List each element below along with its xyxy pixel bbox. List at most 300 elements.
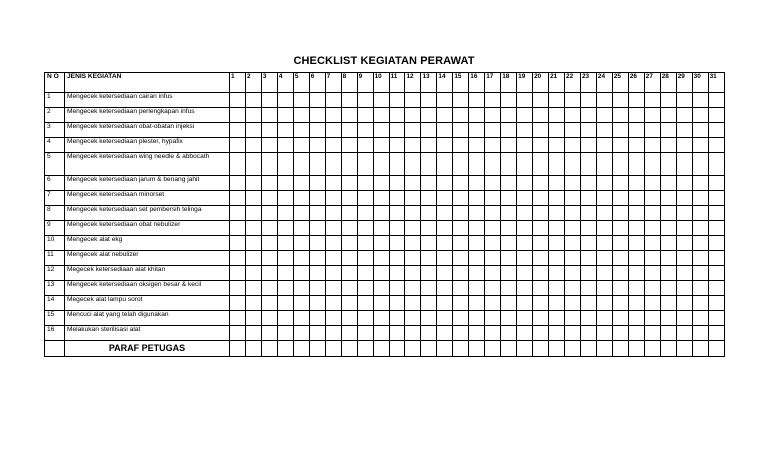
- check-cell: [517, 153, 533, 176]
- check-cell: [692, 296, 708, 311]
- check-cell: [580, 236, 596, 251]
- check-cell: [453, 206, 469, 221]
- check-cell: [373, 296, 389, 311]
- check-cell: [357, 191, 373, 206]
- check-cell: [421, 281, 437, 296]
- check-cell: [453, 251, 469, 266]
- check-cell: [660, 251, 676, 266]
- check-cell: [628, 221, 644, 236]
- check-cell: [309, 251, 325, 266]
- check-cell: [549, 206, 565, 221]
- check-cell: [293, 281, 309, 296]
- row-number: 7: [45, 191, 65, 206]
- check-cell: [325, 138, 341, 153]
- check-cell: [453, 123, 469, 138]
- table-row: [45, 191, 725, 206]
- check-cell: [644, 138, 660, 153]
- check-cell: [325, 251, 341, 266]
- check-cell: [453, 326, 469, 341]
- signature-cell: [517, 341, 533, 357]
- row-number: 8: [45, 206, 65, 221]
- check-cell: [309, 191, 325, 206]
- check-cell: [405, 281, 421, 296]
- check-cell: [261, 176, 277, 191]
- check-cell: [469, 266, 485, 281]
- header-day: 27: [644, 73, 660, 93]
- check-cell: [660, 206, 676, 221]
- table-row: [45, 123, 725, 138]
- check-cell: [628, 191, 644, 206]
- check-cell: [309, 236, 325, 251]
- check-cell: [373, 108, 389, 123]
- check-cell: [341, 281, 357, 296]
- check-cell: [676, 123, 692, 138]
- check-cell: [549, 326, 565, 341]
- header-day: 7: [325, 73, 341, 93]
- check-cell: [453, 191, 469, 206]
- check-cell: [501, 176, 517, 191]
- row-number: 6: [45, 176, 65, 191]
- check-cell: [612, 206, 628, 221]
- header-day: 15: [453, 73, 469, 93]
- header-day: 13: [421, 73, 437, 93]
- check-cell: [580, 221, 596, 236]
- check-cell: [373, 138, 389, 153]
- check-cell: [596, 138, 612, 153]
- check-cell: [580, 266, 596, 281]
- check-cell: [660, 266, 676, 281]
- check-cell: [389, 296, 405, 311]
- check-cell: [309, 281, 325, 296]
- check-cell: [549, 311, 565, 326]
- check-cell: [565, 153, 581, 176]
- check-cell: [437, 176, 453, 191]
- check-cell: [708, 236, 724, 251]
- check-cell: [245, 221, 261, 236]
- check-cell: [293, 236, 309, 251]
- check-cell: [628, 108, 644, 123]
- check-cell: [341, 266, 357, 281]
- row-number: 15: [45, 311, 65, 326]
- check-cell: [325, 266, 341, 281]
- check-cell: [469, 296, 485, 311]
- check-cell: [437, 123, 453, 138]
- check-cell: [708, 93, 724, 108]
- check-cell: [405, 326, 421, 341]
- check-cell: [373, 251, 389, 266]
- check-cell: [469, 326, 485, 341]
- check-cell: [692, 266, 708, 281]
- check-cell: [628, 93, 644, 108]
- check-cell: [453, 138, 469, 153]
- table-row: [45, 236, 725, 251]
- check-cell: [261, 251, 277, 266]
- check-cell: [596, 266, 612, 281]
- check-cell: [628, 176, 644, 191]
- header-day: 28: [660, 73, 676, 93]
- check-cell: [293, 266, 309, 281]
- check-cell: [405, 191, 421, 206]
- check-cell: [373, 281, 389, 296]
- check-cell: [501, 191, 517, 206]
- check-cell: [596, 153, 612, 176]
- signature-label: PARAF PETUGAS: [65, 341, 230, 357]
- check-cell: [373, 266, 389, 281]
- check-cell: [230, 236, 246, 251]
- check-cell: [293, 176, 309, 191]
- check-cell: [660, 176, 676, 191]
- check-cell: [596, 311, 612, 326]
- check-cell: [245, 206, 261, 221]
- check-cell: [421, 93, 437, 108]
- check-cell: [325, 236, 341, 251]
- table-header-row: [45, 73, 725, 93]
- header-day: 2: [245, 73, 261, 93]
- check-cell: [325, 206, 341, 221]
- check-cell: [421, 176, 437, 191]
- check-cell: [565, 108, 581, 123]
- check-cell: [676, 221, 692, 236]
- check-cell: [580, 326, 596, 341]
- check-cell: [357, 266, 373, 281]
- row-activity: Mengecek alat nebulizer: [65, 251, 230, 266]
- signature-cell: [357, 341, 373, 357]
- row-number: 11: [45, 251, 65, 266]
- check-cell: [485, 108, 501, 123]
- check-cell: [373, 326, 389, 341]
- check-cell: [389, 236, 405, 251]
- check-cell: [660, 236, 676, 251]
- check-cell: [676, 93, 692, 108]
- row-number: 9: [45, 221, 65, 236]
- check-cell: [580, 176, 596, 191]
- check-cell: [357, 123, 373, 138]
- signature-cell: [469, 341, 485, 357]
- check-cell: [293, 93, 309, 108]
- check-cell: [293, 153, 309, 176]
- header-day: 22: [565, 73, 581, 93]
- check-cell: [437, 296, 453, 311]
- table-row: [45, 266, 725, 281]
- check-cell: [692, 191, 708, 206]
- check-cell: [405, 93, 421, 108]
- check-cell: [421, 191, 437, 206]
- check-cell: [501, 93, 517, 108]
- check-cell: [373, 221, 389, 236]
- check-cell: [325, 108, 341, 123]
- check-cell: [373, 93, 389, 108]
- check-cell: [549, 123, 565, 138]
- check-cell: [421, 221, 437, 236]
- check-cell: [341, 251, 357, 266]
- check-cell: [549, 251, 565, 266]
- check-cell: [565, 311, 581, 326]
- check-cell: [277, 176, 293, 191]
- check-cell: [644, 221, 660, 236]
- check-cell: [261, 326, 277, 341]
- check-cell: [293, 326, 309, 341]
- signature-cell: [501, 341, 517, 357]
- check-cell: [421, 236, 437, 251]
- check-cell: [692, 221, 708, 236]
- table-row: [45, 93, 725, 108]
- check-cell: [230, 191, 246, 206]
- check-cell: [261, 296, 277, 311]
- check-cell: [628, 138, 644, 153]
- check-cell: [708, 153, 724, 176]
- check-cell: [533, 296, 549, 311]
- check-cell: [341, 93, 357, 108]
- check-cell: [485, 266, 501, 281]
- check-cell: [341, 176, 357, 191]
- check-cell: [437, 138, 453, 153]
- row-activity: Mengecek ketersediaan perlengkapan infus: [65, 108, 230, 123]
- check-cell: [708, 311, 724, 326]
- signature-cell: [580, 341, 596, 357]
- row-activity: Mengecek ketersediaan obat-obatan injeksi: [65, 123, 230, 138]
- check-cell: [660, 311, 676, 326]
- check-cell: [644, 206, 660, 221]
- signature-cell: [437, 341, 453, 357]
- check-cell: [644, 123, 660, 138]
- check-cell: [676, 138, 692, 153]
- check-cell: [676, 251, 692, 266]
- row-activity: Melakukan sterilisasi alat: [65, 326, 230, 341]
- check-cell: [357, 221, 373, 236]
- check-cell: [469, 191, 485, 206]
- check-cell: [277, 266, 293, 281]
- check-cell: [708, 191, 724, 206]
- table-row: [45, 296, 725, 311]
- check-cell: [596, 251, 612, 266]
- check-cell: [405, 123, 421, 138]
- check-cell: [261, 191, 277, 206]
- check-cell: [469, 281, 485, 296]
- check-cell: [628, 123, 644, 138]
- header-day: 14: [437, 73, 453, 93]
- check-cell: [261, 206, 277, 221]
- header-day: 23: [580, 73, 596, 93]
- check-cell: [309, 206, 325, 221]
- check-cell: [612, 266, 628, 281]
- check-cell: [437, 236, 453, 251]
- check-cell: [373, 206, 389, 221]
- check-cell: [325, 326, 341, 341]
- row-number: 10: [45, 236, 65, 251]
- check-cell: [389, 93, 405, 108]
- check-cell: [341, 206, 357, 221]
- row-activity: Mengecek ketersediaan plester, hypafix: [65, 138, 230, 153]
- signature-cell: [373, 341, 389, 357]
- signature-cell: [293, 341, 309, 357]
- check-cell: [245, 281, 261, 296]
- check-cell: [357, 251, 373, 266]
- header-day: 18: [501, 73, 517, 93]
- check-cell: [628, 296, 644, 311]
- table-row: [45, 281, 725, 296]
- check-cell: [517, 93, 533, 108]
- check-cell: [437, 191, 453, 206]
- check-cell: [517, 266, 533, 281]
- check-cell: [437, 221, 453, 236]
- signature-cell: [533, 341, 549, 357]
- check-cell: [549, 191, 565, 206]
- signature-number-cell: [45, 341, 65, 357]
- check-cell: [469, 176, 485, 191]
- check-cell: [245, 266, 261, 281]
- check-cell: [628, 153, 644, 176]
- check-cell: [549, 296, 565, 311]
- check-cell: [644, 251, 660, 266]
- signature-cell: [389, 341, 405, 357]
- check-cell: [245, 108, 261, 123]
- signature-cell: [628, 341, 644, 357]
- check-cell: [676, 206, 692, 221]
- check-cell: [277, 153, 293, 176]
- check-cell: [325, 281, 341, 296]
- check-cell: [261, 93, 277, 108]
- check-cell: [405, 221, 421, 236]
- check-cell: [628, 206, 644, 221]
- check-cell: [533, 221, 549, 236]
- check-cell: [421, 311, 437, 326]
- check-cell: [485, 123, 501, 138]
- signature-cell: [549, 341, 565, 357]
- check-cell: [373, 176, 389, 191]
- check-cell: [277, 221, 293, 236]
- check-cell: [660, 108, 676, 123]
- header-activity: JENIS KEGIATAN: [65, 73, 230, 93]
- check-cell: [453, 236, 469, 251]
- check-cell: [389, 311, 405, 326]
- signature-cell: [453, 341, 469, 357]
- check-cell: [517, 108, 533, 123]
- check-cell: [230, 281, 246, 296]
- header-day: 4: [277, 73, 293, 93]
- check-cell: [421, 266, 437, 281]
- check-cell: [341, 108, 357, 123]
- check-cell: [357, 311, 373, 326]
- check-cell: [501, 326, 517, 341]
- check-cell: [565, 221, 581, 236]
- check-cell: [565, 281, 581, 296]
- table-row: [45, 108, 725, 123]
- check-cell: [692, 236, 708, 251]
- check-cell: [325, 191, 341, 206]
- check-cell: [309, 221, 325, 236]
- check-cell: [708, 206, 724, 221]
- check-cell: [612, 176, 628, 191]
- check-cell: [293, 251, 309, 266]
- check-cell: [565, 251, 581, 266]
- check-cell: [405, 108, 421, 123]
- check-cell: [501, 281, 517, 296]
- check-cell: [245, 138, 261, 153]
- check-cell: [708, 176, 724, 191]
- check-cell: [485, 153, 501, 176]
- check-cell: [644, 153, 660, 176]
- check-cell: [596, 221, 612, 236]
- check-cell: [549, 176, 565, 191]
- check-cell: [533, 108, 549, 123]
- check-cell: [549, 138, 565, 153]
- check-cell: [612, 281, 628, 296]
- check-cell: [644, 93, 660, 108]
- check-cell: [389, 281, 405, 296]
- check-cell: [533, 153, 549, 176]
- header-no: N O: [45, 73, 65, 93]
- check-cell: [453, 311, 469, 326]
- check-cell: [293, 123, 309, 138]
- check-cell: [357, 93, 373, 108]
- check-cell: [517, 176, 533, 191]
- check-cell: [230, 93, 246, 108]
- row-activity: Mengecek ketersediaan wing needle & abbocath: [65, 153, 230, 176]
- check-cell: [389, 266, 405, 281]
- row-number: 3: [45, 123, 65, 138]
- check-cell: [437, 266, 453, 281]
- check-cell: [469, 93, 485, 108]
- check-cell: [533, 281, 549, 296]
- check-cell: [485, 206, 501, 221]
- check-cell: [501, 138, 517, 153]
- check-cell: [676, 236, 692, 251]
- check-cell: [245, 153, 261, 176]
- signature-cell: [325, 341, 341, 357]
- check-cell: [245, 176, 261, 191]
- check-cell: [533, 236, 549, 251]
- check-cell: [453, 176, 469, 191]
- check-cell: [485, 311, 501, 326]
- check-cell: [660, 221, 676, 236]
- row-activity: Mengecek alat ekg: [65, 236, 230, 251]
- check-cell: [580, 138, 596, 153]
- check-cell: [341, 236, 357, 251]
- header-day: 31: [708, 73, 724, 93]
- check-cell: [676, 176, 692, 191]
- check-cell: [405, 251, 421, 266]
- check-cell: [533, 206, 549, 221]
- row-activity: Mengecek ketersediaan obat nebulizer: [65, 221, 230, 236]
- table-row: [45, 326, 725, 341]
- signature-cell: [644, 341, 660, 357]
- check-cell: [261, 123, 277, 138]
- check-cell: [437, 251, 453, 266]
- check-cell: [389, 221, 405, 236]
- check-cell: [357, 296, 373, 311]
- check-cell: [692, 153, 708, 176]
- check-cell: [708, 251, 724, 266]
- check-cell: [533, 326, 549, 341]
- check-cell: [437, 108, 453, 123]
- check-cell: [261, 236, 277, 251]
- check-cell: [357, 138, 373, 153]
- signature-cell: [565, 341, 581, 357]
- check-cell: [341, 296, 357, 311]
- signature-cell: [596, 341, 612, 357]
- check-cell: [469, 123, 485, 138]
- check-cell: [245, 251, 261, 266]
- row-number: 1: [45, 93, 65, 108]
- check-cell: [261, 221, 277, 236]
- row-activity: Mengecek ketersediaan set pembersih telinga: [65, 206, 230, 221]
- check-cell: [692, 311, 708, 326]
- check-cell: [485, 138, 501, 153]
- check-cell: [517, 311, 533, 326]
- check-cell: [660, 191, 676, 206]
- check-cell: [596, 93, 612, 108]
- check-cell: [277, 296, 293, 311]
